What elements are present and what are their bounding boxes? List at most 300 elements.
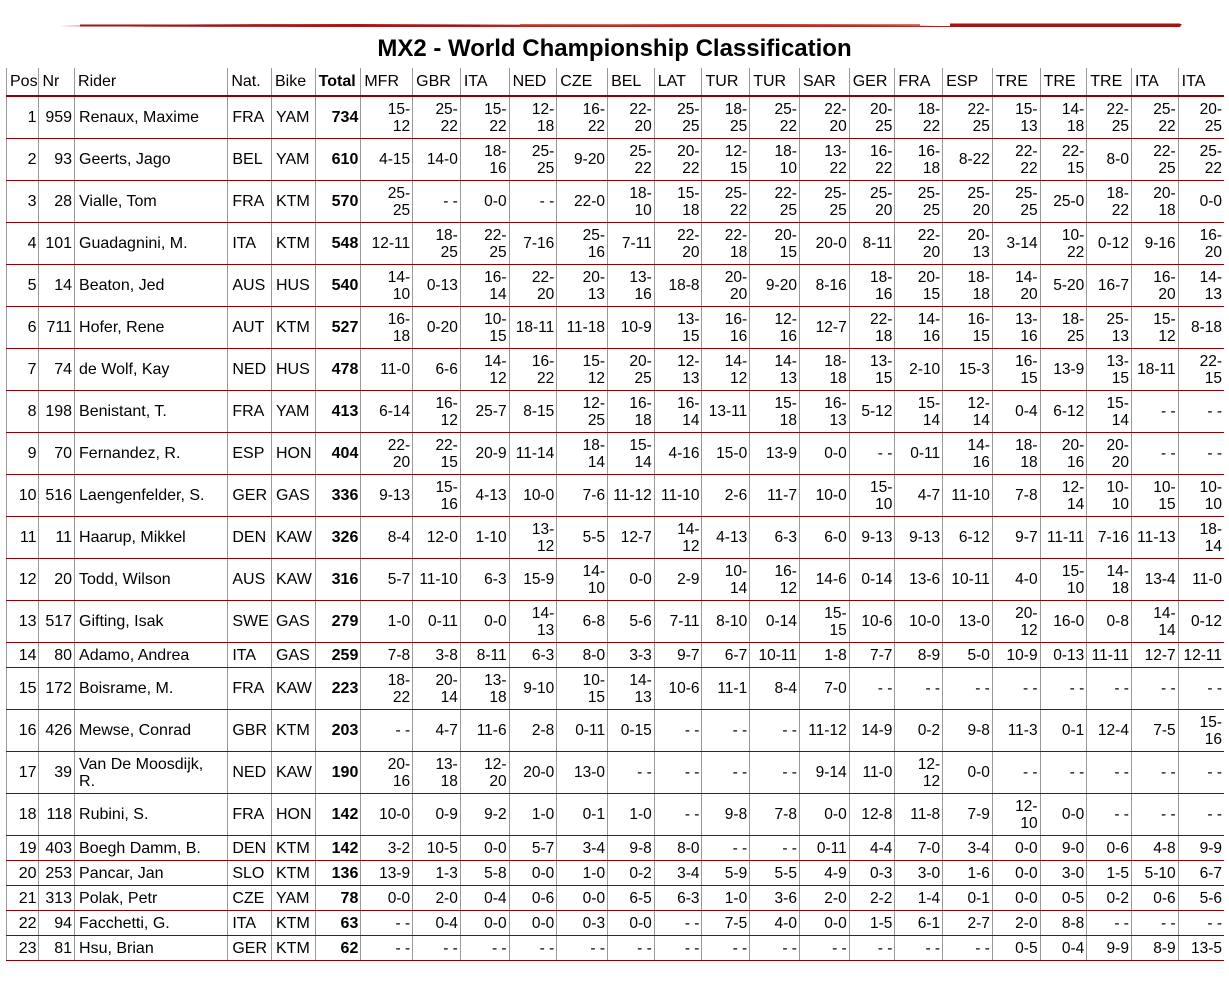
score-cell: 8-22 [943,139,993,181]
bike-cell: YAM [272,886,316,911]
bike-cell: KTM [272,936,316,961]
score-cell: 20- 16 [1040,433,1087,475]
score-cell: 9-8 [608,836,655,861]
score-cell: 12- 12 [895,752,943,794]
number-cell: 198 [39,391,75,433]
score-cell: 2-0 [992,911,1040,936]
rider-cell: Polak, Petr [75,886,228,911]
pos-cell: 5 [7,265,39,307]
score-cell: 5-9 [702,861,750,886]
rider-cell: Mewse, Conrad [75,710,228,752]
score-cell: - - [702,936,750,961]
score-cell: 20- 15 [750,223,800,265]
score-cell: - - [361,710,413,752]
nation-cell: GER [228,475,272,517]
score-cell: 0-0 [460,836,509,861]
score-cell: 14-6 [799,559,849,601]
score-cell: 11-1 [702,668,750,710]
score-cell: 5-7 [509,836,557,861]
score-cell: 20- 13 [943,223,993,265]
score-cell: 9-13 [361,475,413,517]
pos-cell: 14 [7,643,39,668]
score-cell: 2-0 [413,886,461,911]
score-cell: 11-0 [361,349,413,391]
score-cell: 20-0 [799,223,849,265]
score-cell: 11-3 [992,710,1040,752]
score-cell: 15- 14 [895,391,943,433]
score-cell: 0-0 [460,181,509,223]
number-cell: 28 [39,181,75,223]
score-cell: 22- 15 [1040,139,1087,181]
pos-cell: 21 [7,886,39,911]
nation-cell: ITA [228,911,272,936]
bike-cell: GAS [272,643,316,668]
pos-cell: 22 [7,911,39,936]
score-cell: 0-2 [1087,886,1132,911]
score-cell: 11-14 [509,433,557,475]
score-cell: 10- 15 [557,668,608,710]
nation-cell: CZE [228,886,272,911]
score-cell: 14- 20 [992,265,1040,307]
table-row [7,559,1225,601]
rider-cell: Hsu, Brian [75,936,228,961]
score-cell: 11-11 [1040,517,1087,559]
score-cell: 5-6 [1178,886,1224,911]
score-cell: 18- 16 [460,139,509,181]
score-cell: 9-20 [750,265,800,307]
score-cell: 15- 10 [1040,559,1087,601]
score-cell: 0-0 [509,861,557,886]
score-cell: - - [702,836,750,861]
score-cell: 13-9 [750,433,800,475]
score-cell: 16- 20 [1178,223,1224,265]
score-cell: 0-1 [943,886,993,911]
score-cell: 16- 18 [361,307,413,349]
score-cell: 1-0 [361,601,413,643]
total-cell: 548 [315,223,361,265]
score-cell: 10- 15 [460,307,509,349]
number-cell: 517 [39,601,75,643]
score-cell: 13- 18 [413,752,461,794]
rider-cell: de Wolf, Kay [75,349,228,391]
total-cell: 734 [315,96,361,139]
column-header: TUR [750,68,800,96]
page-title: MX2 - World Championship Classification [377,35,852,62]
total-cell: 63 [315,911,361,936]
score-cell: - - [654,911,702,936]
score-cell: 4-8 [1131,836,1178,861]
column-header: MFR [361,68,413,96]
score-cell: 8-11 [460,643,509,668]
score-cell: 15- 14 [608,433,655,475]
score-cell: 18- 22 [361,668,413,710]
score-cell: 20- 18 [1131,181,1178,223]
column-header: ITA [1131,68,1178,96]
score-cell: 8-16 [799,265,849,307]
pos-cell: 23 [7,936,39,961]
score-cell: 15- 12 [361,96,413,139]
score-cell: 2-0 [799,886,849,911]
score-cell: 10-6 [849,601,895,643]
score-cell: 22- 25 [1131,139,1178,181]
table-row [7,139,1225,181]
score-cell: 0-0 [608,559,655,601]
score-cell: 22- 20 [509,265,557,307]
nation-cell: SWE [228,601,272,643]
total-cell: 336 [315,475,361,517]
score-cell: 5-0 [943,643,993,668]
pos-cell: 15 [7,668,39,710]
score-cell: 14- 16 [895,307,943,349]
pos-cell: 4 [7,223,39,265]
bike-cell: HON [272,433,316,475]
bike-cell: KTM [272,223,316,265]
score-cell: 25- 13 [1087,307,1132,349]
column-header: TRE [992,68,1040,96]
score-cell: 3-14 [992,223,1040,265]
table-row [7,433,1225,475]
score-cell: 3-3 [608,643,655,668]
score-cell: 13- 16 [992,307,1040,349]
score-cell: 25- 25 [799,181,849,223]
score-cell: 7-8 [992,475,1040,517]
score-cell: 12-8 [849,794,895,836]
score-cell: - - [1178,433,1224,475]
total-cell: 136 [315,861,361,886]
number-cell: 11 [39,517,75,559]
total-cell: 259 [315,643,361,668]
score-cell: 8-0 [557,643,608,668]
total-cell: 142 [315,794,361,836]
score-cell: 12- 20 [460,752,509,794]
score-cell: 9-13 [895,517,943,559]
table-row [7,349,1225,391]
score-cell: 10-9 [992,643,1040,668]
score-cell: 0-4 [992,391,1040,433]
rider-cell: Boisrame, M. [75,668,228,710]
column-header: FRA [895,68,943,96]
nation-cell: BEL [228,139,272,181]
score-cell: 8-8 [1040,911,1087,936]
total-cell: 610 [315,139,361,181]
rider-cell: Laengenfelder, S. [75,475,228,517]
number-cell: 403 [39,836,75,861]
total-cell: 570 [315,181,361,223]
score-cell: 9-7 [992,517,1040,559]
pos-cell: 17 [7,752,39,794]
score-cell: 14- 18 [1040,96,1087,139]
score-cell: 18- 14 [557,433,608,475]
bike-cell: HUS [272,265,316,307]
score-cell: - - [1131,391,1178,433]
score-cell: - - [895,936,943,961]
score-cell: - - [992,752,1040,794]
score-cell: 7-7 [849,643,895,668]
score-cell: - - [1087,752,1132,794]
score-cell: 18- 10 [750,139,800,181]
score-cell: 16- 13 [799,391,849,433]
score-cell: 15-9 [509,559,557,601]
score-cell: 0-11 [895,433,943,475]
table-row [7,794,1225,836]
score-cell: 3-6 [750,886,800,911]
nation-cell: AUS [228,265,272,307]
score-cell: 7-16 [1087,517,1132,559]
score-cell: 22- 20 [608,96,655,139]
bike-cell: KAW [272,668,316,710]
bike-cell: GAS [272,601,316,643]
score-cell: 22- 25 [750,181,800,223]
score-cell: 0-4 [460,886,509,911]
table-row [7,643,1225,668]
score-cell: - - [1087,794,1132,836]
score-cell: 11-18 [557,307,608,349]
table-row [7,936,1225,961]
score-cell: 4-0 [750,911,800,936]
score-cell: 13-9 [1040,349,1087,391]
score-cell: 7-9 [943,794,993,836]
score-cell: 13-4 [1131,559,1178,601]
score-cell: 0-15 [608,710,655,752]
score-cell: - - [1178,668,1224,710]
score-cell: 25- 20 [849,181,895,223]
score-cell: - - [654,794,702,836]
score-cell: 18- 22 [1087,181,1132,223]
score-cell: 6-12 [1040,391,1087,433]
score-cell: 4-9 [799,861,849,886]
rider-cell: Hofer, Rene [75,307,228,349]
rider-cell: Geerts, Jago [75,139,228,181]
score-cell: 0-11 [557,710,608,752]
score-cell: 7-0 [799,668,849,710]
score-cell: 15-0 [702,433,750,475]
score-cell: 14-9 [849,710,895,752]
bike-cell: KTM [272,836,316,861]
score-cell: - - [943,936,993,961]
score-cell: 4-0 [992,559,1040,601]
score-cell: 2-2 [849,886,895,911]
score-cell: 0-3 [557,911,608,936]
score-cell: 16- 14 [654,391,702,433]
score-cell: 11-11 [1087,643,1132,668]
nation-cell: ESP [228,433,272,475]
score-cell: 1-0 [702,886,750,911]
pos-cell: 2 [7,139,39,181]
score-cell: 7-8 [361,643,413,668]
score-cell: 15- 18 [654,181,702,223]
score-cell: 0-1 [1040,710,1087,752]
score-cell: 8-4 [750,668,800,710]
number-cell: 711 [39,307,75,349]
column-header: Bike [272,68,316,96]
score-cell: 16- 15 [943,307,993,349]
score-cell: 3-4 [557,836,608,861]
score-cell: 0-13 [413,265,461,307]
score-cell: 16- 12 [413,391,461,433]
total-cell: 190 [315,752,361,794]
score-cell: - - [1131,752,1178,794]
score-cell: - - [750,752,800,794]
nation-cell: FRA [228,668,272,710]
score-cell: 10-11 [750,643,800,668]
column-header: CZE [557,68,608,96]
score-cell: 12-0 [413,517,461,559]
score-cell: 0-0 [557,886,608,911]
score-cell: 1-5 [849,911,895,936]
score-cell: 12-7 [608,517,655,559]
score-cell: 18- 10 [608,181,655,223]
score-cell: 5-5 [750,861,800,886]
score-cell: 9-16 [1131,223,1178,265]
score-cell: 13- 15 [654,307,702,349]
bike-cell: HUS [272,349,316,391]
rider-cell: Facchetti, G. [75,911,228,936]
score-cell: 11-13 [1131,517,1178,559]
score-cell: 13- 18 [460,668,509,710]
score-cell: 22- 15 [1178,349,1224,391]
score-cell: 13- 15 [849,349,895,391]
score-cell: 0-11 [799,836,849,861]
score-cell: 0-4 [413,911,461,936]
bike-cell: KAW [272,752,316,794]
score-cell: 9-0 [1040,836,1087,861]
score-cell: 11-12 [799,710,849,752]
score-cell: 12-11 [1178,643,1224,668]
score-cell: - - [750,710,800,752]
score-cell: 22- 20 [895,223,943,265]
score-cell: - - [702,710,750,752]
score-cell: 7-8 [750,794,800,836]
score-cell: 5-20 [1040,265,1087,307]
score-cell: - - [509,936,557,961]
classification-table [6,68,1224,961]
total-cell: 326 [315,517,361,559]
rider-cell: Guadagnini, M. [75,223,228,265]
score-cell: 6-1 [895,911,943,936]
score-cell: 22- 18 [702,223,750,265]
score-cell: 20-0 [509,752,557,794]
score-cell: - - [1087,911,1132,936]
score-cell: 13-9 [361,861,413,886]
score-cell: 11-10 [413,559,461,601]
nation-cell: ITA [228,223,272,265]
pos-cell: 8 [7,391,39,433]
score-cell: 25- 16 [557,223,608,265]
score-cell: 0-0 [460,911,509,936]
score-cell: 13- 16 [608,265,655,307]
score-cell: 15- 15 [799,601,849,643]
score-cell: 9-8 [943,710,993,752]
rider-cell: Adamo, Andrea [75,643,228,668]
score-cell: 7-5 [1131,710,1178,752]
score-cell: 15- 22 [460,96,509,139]
score-cell: 2-6 [702,475,750,517]
score-cell: 22- 20 [654,223,702,265]
score-cell: 25- 25 [992,181,1040,223]
score-cell: 12- 25 [557,391,608,433]
score-cell: - - [799,936,849,961]
nation-cell: FRA [228,794,272,836]
score-cell: 1-0 [509,794,557,836]
score-cell: 22- 20 [799,96,849,139]
nation-cell: FRA [228,391,272,433]
score-cell: 6-7 [702,643,750,668]
score-cell: - - [943,668,993,710]
bike-cell: YAM [272,96,316,139]
score-cell: 15- 16 [413,475,461,517]
score-cell: 20- 14 [413,668,461,710]
score-cell: - - [1131,433,1178,475]
total-cell: 279 [315,601,361,643]
total-cell: 540 [315,265,361,307]
score-cell: 8-4 [361,517,413,559]
number-cell: 118 [39,794,75,836]
score-cell: 11-0 [849,752,895,794]
score-cell: 7-5 [702,911,750,936]
score-cell: 3-8 [413,643,461,668]
score-cell: 16- 12 [750,559,800,601]
column-header: TUR [702,68,750,96]
score-cell: 9-10 [509,668,557,710]
score-cell: 6-6 [413,349,461,391]
score-cell: 20- 20 [702,265,750,307]
table-row [7,752,1225,794]
column-header: ITA [1178,68,1224,96]
score-cell: 11-10 [654,475,702,517]
score-cell: 12- 14 [943,391,993,433]
number-cell: 959 [39,96,75,139]
score-cell: 4-7 [895,475,943,517]
total-cell: 78 [315,886,361,911]
score-cell: 22- 18 [849,307,895,349]
score-cell: 22- 22 [992,139,1040,181]
score-cell: 18- 14 [1178,517,1224,559]
score-cell: 0-0 [1178,181,1224,223]
column-header: Nat. [228,68,272,96]
bike-cell: GAS [272,475,316,517]
score-cell: 25- 22 [413,96,461,139]
score-cell: 16-0 [1040,601,1087,643]
score-cell: 10- 14 [702,559,750,601]
table-row [7,886,1225,911]
score-cell: 9-7 [654,643,702,668]
score-cell: 0-2 [895,710,943,752]
table-row [7,710,1225,752]
score-cell: 25- 22 [750,96,800,139]
table-row [7,668,1225,710]
score-cell: 16- 22 [557,96,608,139]
score-cell: - - [1131,794,1178,836]
score-cell: 10-0 [895,601,943,643]
score-cell: 8-10 [702,601,750,643]
score-cell: 18- 25 [1040,307,1087,349]
score-cell: 13-11 [702,391,750,433]
number-cell: 39 [39,752,75,794]
score-cell: 12-7 [1131,643,1178,668]
score-cell: 10- 10 [1178,475,1224,517]
score-cell: 14- 10 [361,265,413,307]
score-cell: 15- 12 [1131,307,1178,349]
score-cell: 15- 10 [849,475,895,517]
score-cell: 14- 18 [1087,559,1132,601]
total-cell: 223 [315,668,361,710]
score-cell: 11-8 [895,794,943,836]
score-cell: - - [849,936,895,961]
score-cell: 22- 25 [460,223,509,265]
score-cell: 10-6 [654,668,702,710]
score-cell: 25- 25 [654,96,702,139]
nation-cell: ITA [228,643,272,668]
